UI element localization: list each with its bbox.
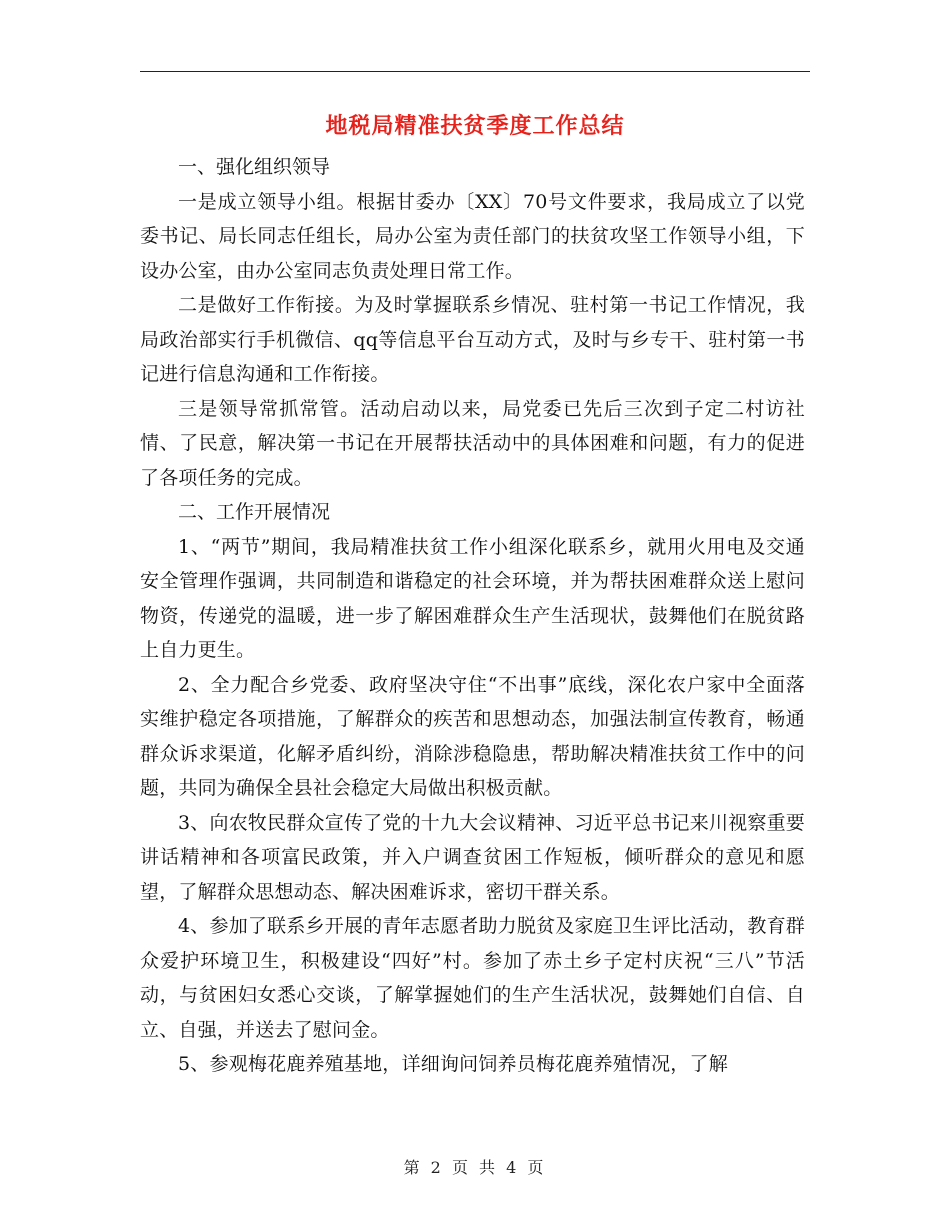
paragraph: 二是做好工作衔接。为及时掌握联系乡情况、驻村第一书记工作情况，我局政治部实行手机微信、qq等信息平台互动方式，及时与乡专干、驻村第一书记进行信息沟通和工作衔接。 xyxy=(140,294,805,385)
paragraph: 5、参观梅花鹿养殖基地，详细询问饲养员梅花鹿养殖情况，了解 xyxy=(178,1053,728,1075)
section-1 xyxy=(140,150,805,495)
header-rule xyxy=(140,71,810,72)
paragraph: 2、全力配合乡党委、政府坚决守住“不出事”底线，深化农户家中全面落实维护稳定各项措施，了解群众的疾苦和思想动态，加强法制宣传教育，畅通群众诉求渠道，化解矛盾纠纷，消除涉稳隐患，帮助解决精准扶贫工作中的问题，共同为确保全县社会稳定大局做出积极贡献。 xyxy=(140,673,805,799)
document-body xyxy=(140,150,805,1082)
paragraph: 三是领导常抓常管。活动启动以来，局党委已先后三次到子定二村访社情、了民意，解决第一书记在开展帮扶活动中的具体困难和问题，有力的促进了各项任务的完成。 xyxy=(140,397,805,489)
section-heading: 二、工作开展情况 xyxy=(178,501,331,523)
paragraph: 1、“两节”期间，我局精准扶贫工作小组深化联系乡，就用火用电及交通安全管理作强调，共同制造和谐稳定的社会环境，并为帮扶困难群众送上慰问物资，传递党的温暖，进一步了解困难群众生产生活现状，鼓舞他们在脱贫路上自力更生。 xyxy=(140,535,805,661)
paragraph: 4、参加了联系乡开展的青年志愿者助力脱贫及家庭卫生评比活动，教育群众爱护环境卫生，积极建设“四好”村。参加了赤土乡子定村庆祝“三八”节活动，与贫困妇女悉心交谈，了解掌握她们的生产生活状况，鼓舞她们自信、自立、自强，并送去了慰问金。 xyxy=(140,915,805,1041)
page-footer: 第 2 页 共 4 页 xyxy=(403,1158,547,1177)
paragraph: 3、向农牧民群众宣传了党的十九大会议精神、习近平总书记来川视察重要讲话精神和各项富民政策，并入户调查贫困工作短板，倾听群众的意见和愿望，了解群众思想动态、解决困难诉求，密切干群关系。 xyxy=(140,811,805,903)
section-heading: 一、强化组织领导 xyxy=(178,156,331,178)
paragraph: 一是成立领导小组。根据甘委办〔XX〕70号文件要求，我局成立了以党委书记、局长同志任组长，局办公室为责任部门的扶贫攻坚工作领导小组，下设办公室，由办公室同志负责处理日常工作。 xyxy=(140,190,805,282)
document-title: 地税局精准扶贫季度工作总结 xyxy=(325,113,625,139)
section-2 xyxy=(140,495,805,1082)
